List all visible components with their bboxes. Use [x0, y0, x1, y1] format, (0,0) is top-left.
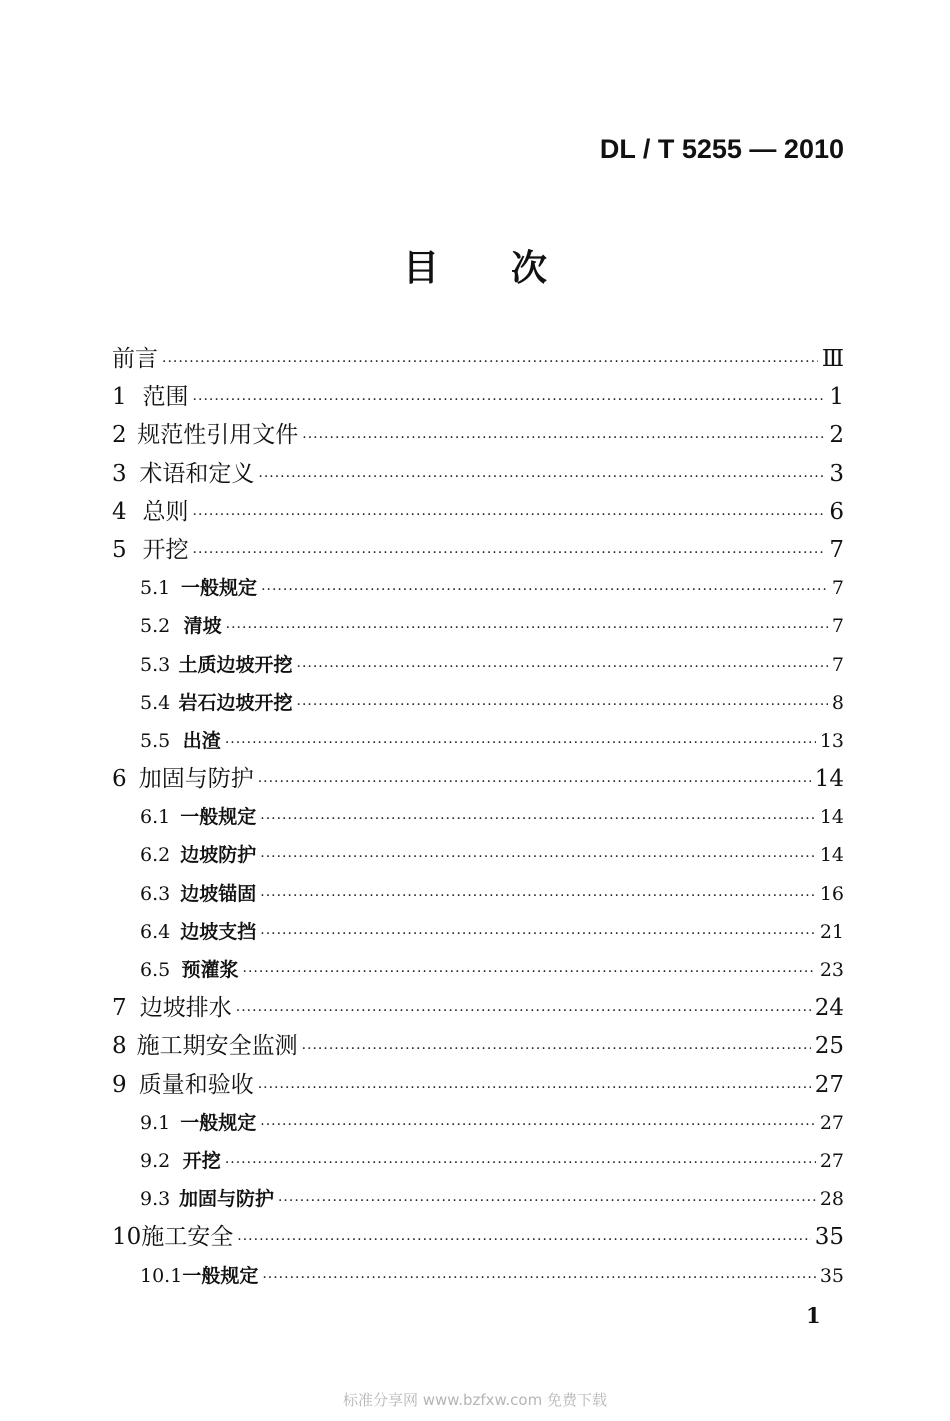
page-number: 1 [806, 1303, 821, 1328]
toc-entry-number: 1 [112, 384, 127, 411]
toc-dot-leader [258, 1069, 811, 1107]
toc-entry-number: 5.2 [140, 615, 171, 638]
toc-entry-page: 7 [831, 577, 844, 600]
toc-entry[interactable] [112, 722, 844, 760]
toc-entry[interactable] [112, 951, 844, 989]
toc-entry-number: 10 [112, 1224, 142, 1251]
toc-dot-leader [243, 953, 816, 991]
toc-entry-title: 岩石边坡开挖 [178, 691, 293, 714]
toc-entry-number: 2 [112, 422, 127, 449]
toc-entry[interactable] [112, 1142, 844, 1180]
toc-entry-page: 21 [819, 920, 844, 943]
toc-dot-leader [302, 419, 825, 457]
toc-dot-leader [260, 838, 816, 876]
toc-entry-number: 6.4 [140, 920, 171, 943]
toc-entry-number: 5.3 [140, 653, 171, 676]
toc-entry-title: 一般规定 [180, 1111, 257, 1134]
toc-entry-page: 35 [819, 1264, 844, 1287]
toc-entry-page: 27 [819, 1111, 844, 1134]
toc-entry-page: 27 [814, 1071, 844, 1098]
document-code: DL / T 5255 — 2010 [599, 134, 844, 164]
toc-dot-leader [193, 534, 826, 572]
toc-entry-title: 边坡排水 [139, 995, 232, 1022]
toc-entry[interactable] [112, 1027, 844, 1065]
toc-entry-number: 8 [112, 1033, 127, 1060]
toc-dot-leader [297, 686, 828, 724]
toc-entry-number: 6.3 [140, 882, 171, 905]
toc-entry-page: 28 [819, 1188, 844, 1211]
toc-entry-number: 9.1 [140, 1111, 171, 1134]
toc-entry-title: 规范性引用文件 [137, 422, 299, 449]
toc-entry-title: 一般规定 [181, 577, 258, 600]
toc-entry[interactable] [112, 607, 844, 645]
toc-entry[interactable] [112, 416, 844, 454]
toc-heading-char-2: 次 [511, 248, 548, 289]
toc-entry-page: 14 [814, 766, 844, 793]
toc-entry-title: 施工期安全监测 [136, 1033, 298, 1060]
toc-entry-page: 16 [819, 882, 844, 905]
toc-entry-number: 5.4 [140, 691, 171, 714]
toc-entry-number: 9 [112, 1071, 127, 1098]
toc-entry-page: 13 [819, 729, 844, 752]
toc-entry-title: 清坡 [183, 615, 222, 638]
toc-entry-number: 9.2 [140, 1149, 171, 1172]
toc-entry[interactable] [112, 684, 844, 722]
toc-entry[interactable] [112, 455, 844, 493]
toc-entry-title: 预灌浆 [181, 959, 239, 981]
toc-entry-title: 前言 [112, 346, 158, 372]
toc-entry-title: 土质边坡开挖 [178, 653, 293, 676]
toc-dot-leader [260, 877, 816, 915]
toc-entry[interactable] [112, 836, 844, 874]
toc-entry-title: 质量和验收 [138, 1071, 254, 1098]
toc-entry-title: 边坡支挡 [180, 920, 257, 943]
toc-heading-char-1: 目 [402, 248, 439, 289]
toc-entry-page: 6 [829, 498, 844, 525]
toc-entry-number: 6.1 [140, 806, 171, 829]
toc-entry-page: 35 [814, 1224, 844, 1251]
toc-entry[interactable] [112, 493, 844, 531]
toc-dot-leader [258, 763, 811, 801]
toc-entry-title: 一般规定 [182, 1264, 259, 1287]
toc-dot-leader [262, 1259, 815, 1297]
toc-entry[interactable] [112, 1066, 844, 1104]
toc-entry-page: 3 [829, 460, 844, 487]
toc-entry-page: 27 [819, 1149, 844, 1172]
toc-dot-leader [261, 571, 828, 609]
toc-entry-title: 出渣 [182, 729, 221, 752]
toc-entry-title: 术语和定义 [139, 460, 255, 487]
toc-dot-leader [297, 648, 828, 686]
footer-watermark: 标准分享网 www.bzfxw.com 免费下载 [343, 1391, 607, 1409]
toc-entry-page: 7 [831, 615, 844, 638]
toc-entry-page: 23 [819, 959, 844, 981]
toc-dot-leader [278, 1182, 816, 1220]
toc-entry-number: 7 [112, 995, 127, 1022]
toc-entry-number: 10.1 [140, 1264, 183, 1287]
toc-dot-leader [260, 1106, 816, 1144]
toc-entry-page: Ⅲ [821, 346, 844, 372]
toc-dot-leader [225, 1144, 816, 1182]
toc-entry[interactable] [112, 875, 844, 913]
table-of-contents [112, 340, 844, 1295]
toc-entry[interactable] [112, 1180, 844, 1218]
toc-entry[interactable] [112, 913, 844, 951]
toc-entry-title: 开挖 [142, 536, 189, 563]
toc-dot-leader [258, 458, 825, 496]
toc-entry-page: 2 [829, 422, 844, 449]
toc-heading [0, 240, 950, 291]
toc-entry-title: 开挖 [182, 1149, 221, 1172]
toc-dot-leader [162, 343, 818, 381]
toc-entry-title: 加固与防护 [138, 766, 254, 793]
toc-entry[interactable] [112, 569, 844, 607]
toc-dot-leader [260, 915, 816, 953]
toc-entry-page: 25 [814, 1033, 844, 1060]
toc-entry[interactable] [112, 989, 844, 1027]
toc-entry-title: 加固与防护 [178, 1188, 274, 1211]
toc-entry[interactable] [112, 378, 844, 416]
toc-entry[interactable] [112, 1104, 844, 1142]
toc-dot-leader [193, 496, 826, 534]
toc-entry-title: 边坡锚固 [180, 882, 257, 905]
toc-dot-leader [237, 1221, 810, 1259]
toc-entry-number: 5 [112, 536, 127, 563]
toc-entry-number: 6.5 [140, 959, 171, 981]
toc-dot-leader [236, 992, 811, 1030]
toc-entry-title: 一般规定 [180, 806, 257, 829]
toc-entry-page: 24 [814, 995, 844, 1022]
toc-entry-page: 14 [819, 844, 844, 867]
toc-entry-page: 8 [831, 691, 844, 714]
toc-entry-title: 施工安全 [141, 1224, 234, 1251]
toc-dot-leader [260, 800, 816, 838]
toc-dot-leader [193, 381, 826, 419]
toc-dot-leader [302, 1030, 811, 1068]
toc-entry-number: 5.5 [140, 729, 171, 752]
toc-entry-title: 总则 [142, 498, 189, 525]
toc-entry-title: 范围 [142, 384, 189, 411]
toc-entry-number: 3 [112, 460, 127, 487]
toc-entry-page: 1 [829, 384, 844, 411]
toc-entry[interactable] [112, 1218, 844, 1256]
toc-entry-title: 边坡防护 [180, 844, 257, 867]
toc-entry-number: 5.1 [140, 577, 171, 600]
toc-entry[interactable] [112, 760, 844, 798]
toc-entry[interactable] [112, 1257, 844, 1295]
toc-entry[interactable] [112, 531, 844, 569]
toc-entry-number: 6.2 [140, 844, 171, 867]
toc-entry-page: 7 [831, 653, 844, 676]
toc-entry[interactable] [112, 340, 844, 378]
toc-entry[interactable] [112, 646, 844, 684]
toc-entry-page: 14 [819, 806, 844, 829]
toc-dot-leader [225, 724, 816, 762]
toc-entry-page: 7 [829, 536, 844, 563]
toc-entry-number: 6 [112, 766, 127, 793]
toc-entry-number: 9.3 [140, 1188, 171, 1211]
toc-dot-leader [226, 609, 828, 647]
toc-entry-number: 4 [112, 498, 127, 525]
toc-entry[interactable] [112, 798, 844, 836]
